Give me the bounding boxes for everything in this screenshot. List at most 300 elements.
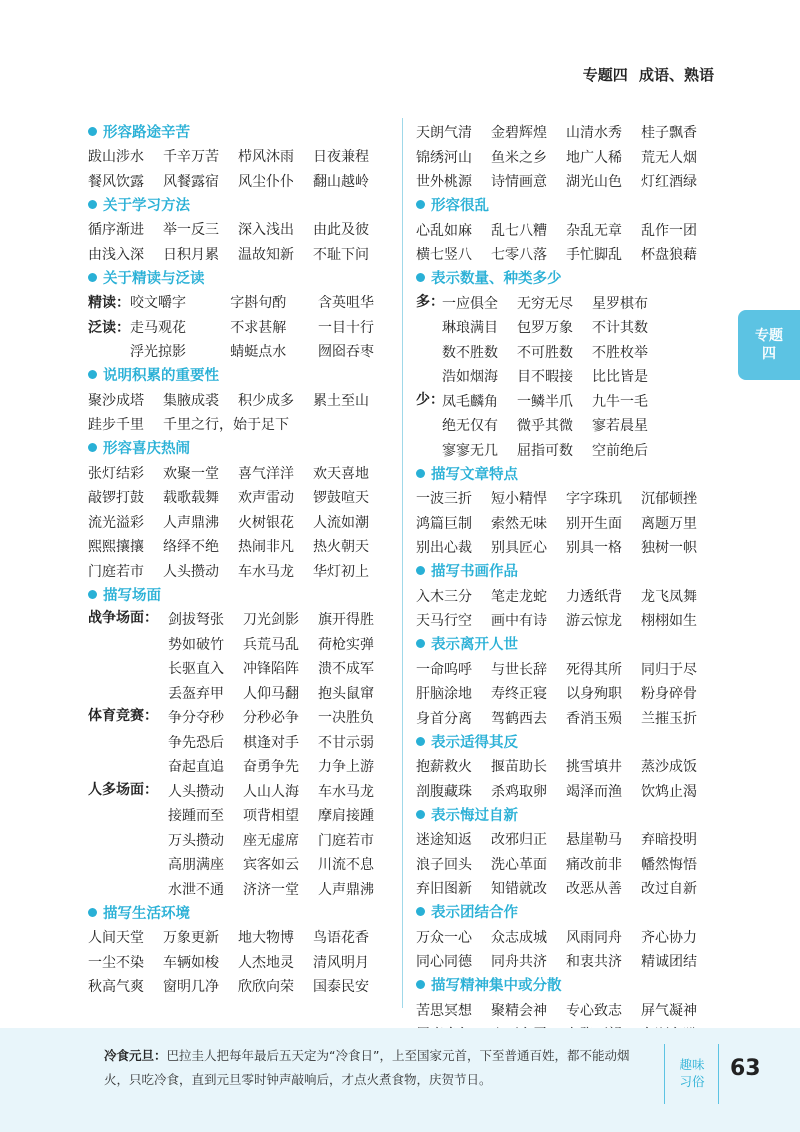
idiom: 积少成多	[238, 392, 294, 409]
idiom-row	[442, 340, 667, 365]
idiom: 浪子回头	[416, 856, 472, 873]
idiom: 专心致志	[566, 1002, 622, 1019]
bullet-icon	[416, 469, 425, 478]
idiom: 水泄不通	[168, 881, 224, 898]
idiom: 别具匠心	[491, 540, 547, 557]
idiom: 温故知新	[238, 246, 294, 263]
idiom: 离题万里	[641, 515, 697, 532]
idiom: 独树一帜	[641, 540, 697, 557]
idiom-row	[168, 828, 393, 853]
page-number: 63	[730, 1056, 761, 1081]
group-label: 战争场面：	[88, 610, 158, 626]
idiom: 窗明几净	[163, 979, 219, 996]
idiom: 不耻下问	[313, 246, 369, 263]
section-title: 描写书画作品	[416, 560, 716, 582]
idiom: 力争上游	[318, 759, 374, 776]
idiom: 不可胜数	[517, 344, 573, 361]
idiom: 别开生面	[566, 515, 622, 532]
footer-note	[104, 1044, 652, 1092]
idiom: 锦绣河山	[416, 149, 472, 166]
idiom-row	[88, 144, 388, 169]
idiom: 日夜兼程	[313, 149, 369, 166]
idiom-row	[416, 608, 716, 633]
idiom-row	[168, 779, 393, 804]
idiom: 旗开得胜	[318, 612, 374, 629]
idiom: 入木三分	[416, 588, 472, 605]
idiom: 驾鹤西去	[491, 710, 547, 727]
idiom: 改恶从善	[566, 881, 622, 898]
idiom: 香消玉殒	[566, 710, 622, 727]
idiom: 刀光剑影	[243, 612, 299, 629]
idiom: 火树银花	[238, 514, 294, 531]
idiom: 饮鸩止渴	[641, 783, 697, 800]
idiom-row	[416, 852, 716, 877]
idiom: 寥若晨星	[592, 418, 648, 435]
idiom: 鱼米之乡	[491, 149, 547, 166]
section-title: 描写场面	[88, 583, 388, 605]
idiom: 一命呜呼	[416, 661, 472, 678]
idiom: 桂子飘香	[641, 125, 697, 142]
side-tab	[738, 310, 800, 380]
idiom: 不求甚解	[230, 319, 287, 336]
idiom: 累土至山	[313, 392, 369, 409]
idiom-row	[168, 681, 393, 706]
idiom: 弃暗投明	[641, 832, 697, 849]
idiom: 字字珠玑	[566, 491, 622, 508]
idiom: 栩栩如生	[641, 613, 697, 630]
idiom-row	[416, 681, 716, 706]
idiom: 浮光掠影	[130, 344, 186, 361]
idiom: 游云惊龙	[566, 613, 622, 630]
bullet-icon	[88, 443, 97, 452]
group-label: 人多场面：	[88, 781, 158, 798]
idiom: 包罗万象	[517, 320, 573, 337]
bullet-icon	[88, 908, 97, 917]
idiom: 寥寥无几	[442, 442, 498, 459]
page-header	[577, 64, 714, 85]
idiom: 力透纸背	[566, 588, 622, 605]
idiom: 争先恐后	[168, 734, 224, 751]
idiom: 千辛万苦	[163, 149, 219, 166]
footer-divider	[718, 1044, 719, 1104]
idiom: 乱作一团	[641, 222, 697, 239]
idiom: 荷枪实弹	[318, 636, 374, 653]
idiom-row	[88, 534, 388, 559]
idiom: 万象更新	[163, 930, 219, 947]
idiom: 同舟共济	[491, 954, 547, 971]
idiom: 人声鼎沸	[318, 881, 374, 898]
idiom: 势如破竹	[168, 636, 224, 653]
idiom-row	[88, 925, 388, 950]
idiom: 迷途知返	[416, 832, 472, 849]
idiom-row	[168, 705, 393, 730]
side-tab-line1: 专题	[755, 328, 783, 344]
idiom: 同心同德	[416, 954, 472, 971]
idiom: 争分夺秒	[168, 710, 224, 727]
idiom: 清风明月	[313, 954, 369, 971]
idiom: 举一反三	[163, 222, 219, 239]
idiom: 鸟语花香	[313, 930, 369, 947]
idiom: 锣鼓喧天	[313, 490, 369, 507]
idiom: 车辆如梭	[163, 954, 219, 971]
idiom: 弃旧图新	[416, 881, 472, 898]
idiom-row	[88, 242, 388, 267]
side-tab-line2: 四	[762, 346, 776, 362]
idiom: 数不胜数	[442, 344, 498, 361]
idiom: 门庭若市	[318, 832, 374, 849]
idiom: 和衷共济	[566, 954, 622, 971]
idiom: 循序渐进	[88, 222, 144, 239]
idiom-row	[88, 388, 388, 413]
idiom: 绝无仅有	[442, 418, 498, 435]
idiom: 星罗棋布	[592, 295, 648, 312]
idiom: 苦思冥想	[416, 1002, 472, 1019]
idiom: 溃不成军	[318, 661, 374, 678]
footer-category	[670, 1056, 714, 1090]
idiom: 棋逢对手	[243, 734, 299, 751]
idiom: 流光溢彩	[88, 514, 144, 531]
idiom: 诗情画意	[491, 174, 547, 191]
idiom: 欢天喜地	[313, 465, 369, 482]
idiom: 九牛一毛	[592, 393, 648, 410]
idiom: 手忙脚乱	[566, 247, 622, 264]
idiom: 门庭若市	[88, 563, 144, 580]
idiom: 比比皆是	[592, 369, 648, 386]
idiom: 目不暇接	[517, 369, 573, 386]
category-line2: 习俗	[679, 1074, 705, 1089]
idiom: 丢盔弃甲	[168, 685, 224, 702]
row-label: 泛读：	[88, 319, 130, 336]
section-title: 形容喜庆热闹	[88, 437, 388, 459]
idiom: 抱薪救火	[416, 759, 472, 776]
idiom: 山清水秀	[566, 125, 622, 142]
idiom: 幡然悔悟	[641, 856, 697, 873]
idiom: 秋高气爽	[88, 979, 144, 996]
idiom: 横七竖八	[416, 247, 472, 264]
bullet-icon	[416, 639, 425, 648]
idiom: 跋山涉水	[88, 149, 144, 166]
group-label: 多：	[416, 293, 444, 310]
group-label: 体育竞赛：	[88, 708, 158, 724]
idiom: 不甘示弱	[318, 734, 374, 751]
idiom-row	[416, 754, 716, 779]
idiom-row	[442, 315, 667, 340]
idiom-row	[442, 389, 667, 414]
idiom-row	[88, 974, 388, 999]
idiom: 人流如潮	[313, 514, 369, 531]
idiom-row	[416, 827, 716, 852]
idiom: 心乱如麻	[416, 222, 472, 239]
idiom: 一波三折	[416, 491, 472, 508]
idiom-row	[88, 485, 388, 510]
bullet-icon	[416, 980, 425, 989]
idiom-row	[442, 291, 667, 316]
section-title: 表示离开人世	[416, 633, 716, 655]
idiom-row	[168, 730, 393, 755]
idiom: 咬文嚼字	[130, 295, 186, 312]
section-title: 表示团结合作	[416, 901, 716, 923]
idiom: 肝脑涂地	[416, 686, 472, 703]
idiom: 人间天堂	[88, 930, 144, 947]
idiom: 鸿篇巨制	[416, 515, 472, 532]
column-divider	[402, 118, 403, 1008]
idiom: 接踵而至	[168, 808, 224, 825]
idiom: 座无虚席	[243, 832, 299, 849]
idiom: 高朋满座	[168, 857, 224, 874]
idiom: 风雨同舟	[566, 929, 622, 946]
idiom: 知错就改	[491, 881, 547, 898]
idiom: 字斟句酌	[230, 295, 287, 312]
idiom-row	[168, 607, 393, 632]
idiom: 杯盘狼藉	[641, 247, 697, 264]
idiom-row	[416, 511, 716, 536]
bullet-icon	[88, 127, 97, 136]
idiom: 竭泽而渔	[566, 783, 622, 800]
bullet-icon	[416, 273, 425, 282]
idiom: 宾客如云	[243, 857, 299, 874]
idiom: 张灯结彩	[88, 465, 144, 482]
idiom-row	[88, 510, 388, 535]
idiom: 欣欣向荣	[238, 979, 294, 996]
section-title: 形容路途辛苦	[88, 120, 388, 142]
section-title: 表示数量、种类多少	[416, 267, 716, 289]
idiom: 日积月累	[163, 246, 219, 263]
idiom: 风餐露宿	[163, 173, 219, 190]
idiom: 含英咀华	[318, 295, 374, 312]
idiom: 粉身碎骨	[641, 686, 697, 703]
idiom: 项背相望	[243, 808, 299, 825]
idiom: 空前绝后	[592, 442, 648, 459]
idiom: 乱七八糟	[491, 222, 547, 239]
idiom-row	[168, 632, 393, 657]
bullet-icon	[88, 590, 97, 599]
idiom-row	[168, 877, 393, 902]
idiom: 痛改前非	[566, 856, 622, 873]
idiom: 千里之行，始于足下	[163, 417, 289, 434]
section-title: 表示悔过自新	[416, 803, 716, 825]
idiom-row	[416, 876, 716, 901]
labeled-group	[88, 607, 388, 705]
idiom: 剖腹藏珠	[416, 783, 472, 800]
section-title: 描写文章特点	[416, 462, 716, 484]
row-label: 精读：	[88, 295, 130, 312]
right-column	[416, 120, 716, 1047]
idiom-row	[416, 120, 716, 145]
idiom: 杀鸡取卵	[491, 783, 547, 800]
header-topic: 专题四	[582, 66, 628, 84]
idiom-row	[442, 438, 667, 463]
idiom: 济济一堂	[243, 881, 299, 898]
note-term: 冷食元旦	[104, 1048, 155, 1063]
idiom-row	[416, 949, 716, 974]
idiom: 川流不息	[318, 857, 374, 874]
idiom: 载歌载舞	[163, 490, 219, 507]
bullet-icon	[416, 810, 425, 819]
idiom: 龙飞凤舞	[641, 588, 697, 605]
idiom: 死得其所	[566, 661, 622, 678]
idiom: 喜气洋洋	[238, 465, 294, 482]
idiom: 别具一格	[566, 540, 622, 557]
idiom: 万众一心	[416, 929, 472, 946]
idiom: 寿终正寝	[491, 686, 547, 703]
idiom-row	[442, 364, 667, 389]
idiom: 奋起直追	[168, 759, 224, 776]
left-column	[88, 120, 388, 999]
idiom-row	[88, 339, 388, 364]
idiom: 人头攒动	[163, 563, 219, 580]
idiom: 改邪归正	[491, 832, 547, 849]
section-title: 说明积累的重要性	[88, 364, 388, 386]
idiom: 画中有诗	[491, 613, 547, 630]
idiom: 餐风饮露	[88, 173, 144, 190]
labeled-group	[416, 291, 716, 389]
idiom: 沉郁顿挫	[641, 491, 697, 508]
idiom: 人仰马翻	[243, 685, 299, 702]
idiom: 囫囵吞枣	[318, 344, 374, 361]
idiom: 湖光山色	[566, 174, 622, 191]
idiom: 荒无人烟	[641, 149, 697, 166]
idiom-row	[416, 145, 716, 170]
idiom-row	[416, 657, 716, 682]
idiom: 无穷无尽	[517, 295, 573, 312]
idiom: 笔走龙蛇	[491, 588, 547, 605]
idiom-row	[416, 486, 716, 511]
idiom: 车水马龙	[238, 563, 294, 580]
section-title: 关于学习方法	[88, 193, 388, 215]
bullet-icon	[88, 273, 97, 282]
idiom: 聚精会神	[491, 1002, 547, 1019]
idiom-row	[442, 413, 667, 438]
idiom: 精诚团结	[641, 954, 697, 971]
section-title: 形容很乱	[416, 194, 716, 216]
idiom: 万头攒动	[168, 832, 224, 849]
idiom: 短小精悍	[491, 491, 547, 508]
bullet-icon	[88, 200, 97, 209]
idiom: 长驱直入	[168, 661, 224, 678]
idiom: 灯红酒绿	[641, 174, 697, 191]
idiom: 改过自新	[641, 881, 697, 898]
idiom-row	[88, 169, 388, 194]
idiom: 翻山越岭	[313, 173, 369, 190]
idiom-row	[416, 242, 716, 267]
idiom-row	[416, 218, 716, 243]
idiom: 挑雪填井	[566, 759, 622, 776]
idiom: 微乎其微	[517, 418, 573, 435]
bullet-icon	[416, 737, 425, 746]
section-title: 描写精神集中或分散	[416, 974, 716, 996]
idiom: 聚沙成塔	[88, 392, 144, 409]
idiom: 风尘仆仆	[238, 173, 294, 190]
idiom: 欢声雷动	[238, 490, 294, 507]
idiom-row	[416, 169, 716, 194]
idiom: 奋勇争先	[243, 759, 299, 776]
idiom: 揠苗助长	[491, 759, 547, 776]
idiom-row	[416, 925, 716, 950]
idiom: 络绎不绝	[163, 539, 219, 556]
idiom: 身首分离	[416, 710, 472, 727]
labeled-group	[416, 389, 716, 463]
idiom: 抱头鼠窜	[318, 685, 374, 702]
idiom-row	[88, 290, 388, 315]
idiom: 由此及彼	[313, 222, 369, 239]
idiom: 集腋成裘	[163, 392, 219, 409]
category-line1: 趣味	[679, 1057, 705, 1072]
idiom: 人杰地灵	[238, 954, 294, 971]
idiom: 深入浅出	[238, 222, 294, 239]
idiom: 一尘不染	[88, 954, 144, 971]
footer-divider	[664, 1044, 665, 1104]
idiom: 一决胜负	[318, 710, 374, 727]
idiom: 敲锣打鼓	[88, 490, 144, 507]
bullet-icon	[416, 200, 425, 209]
idiom: 悬崖勒马	[566, 832, 622, 849]
idiom: 天马行空	[416, 613, 472, 630]
section-title: 表示适得其反	[416, 730, 716, 752]
idiom: 走马观花	[130, 319, 186, 336]
idiom: 华灯初上	[313, 563, 369, 580]
idiom: 人头攒动	[168, 783, 224, 800]
idiom-row	[416, 584, 716, 609]
idiom-row	[88, 217, 388, 242]
idiom: 齐心协力	[641, 929, 697, 946]
idiom: 七零八落	[491, 247, 547, 264]
idiom-row	[88, 461, 388, 486]
idiom: 屏气凝神	[641, 1002, 697, 1019]
idiom: 一应俱全	[442, 295, 498, 312]
idiom-row	[88, 559, 388, 584]
labeled-group	[88, 779, 388, 902]
idiom: 冲锋陷阵	[243, 661, 299, 678]
idiom: 分秒必争	[243, 710, 299, 727]
idiom-row	[416, 535, 716, 560]
idiom-row	[88, 950, 388, 975]
bullet-icon	[416, 566, 425, 575]
footer-bar	[0, 1028, 800, 1132]
idiom: 热火朝天	[313, 539, 369, 556]
idiom: 不计其数	[592, 320, 648, 337]
idiom: 凤毛麟角	[442, 393, 498, 410]
bullet-icon	[88, 370, 97, 379]
idiom-row	[88, 315, 388, 340]
idiom: 一鳞半爪	[517, 393, 573, 410]
section-title: 关于精读与泛读	[88, 266, 388, 288]
idiom: 车水马龙	[318, 783, 374, 800]
idiom: 同归于尽	[641, 661, 697, 678]
note-text: 巴拉圭人把每年最后五天定为“冷食日”，上至国家元首，下至普通百姓，都不能动烟火，只吃冷食，直到元旦零时钟声敲响后，才点火煮食物，庆贺节日。	[104, 1048, 630, 1087]
labeled-group	[88, 705, 388, 779]
idiom-row	[88, 412, 388, 437]
idiom-row	[168, 656, 393, 681]
idiom: 不胜枚举	[592, 344, 648, 361]
group-label: 少：	[416, 391, 444, 408]
idiom: 剑拔弩张	[168, 612, 224, 629]
idiom-row	[168, 803, 393, 828]
idiom: 摩肩接踵	[318, 808, 374, 825]
idiom: 地大物博	[238, 930, 294, 947]
idiom: 人声鼎沸	[163, 514, 219, 531]
idiom: 天朗气清	[416, 125, 472, 142]
idiom: 屈指可数	[517, 442, 573, 459]
idiom-row	[416, 706, 716, 731]
note-colon: ：	[154, 1048, 167, 1063]
idiom: 地广人稀	[566, 149, 622, 166]
idiom: 洗心革面	[491, 856, 547, 873]
idiom-row	[416, 779, 716, 804]
idiom: 人山人海	[243, 783, 299, 800]
idiom: 索然无味	[491, 515, 547, 532]
idiom: 琳琅满目	[442, 320, 498, 337]
idiom: 跬步千里	[88, 417, 144, 434]
